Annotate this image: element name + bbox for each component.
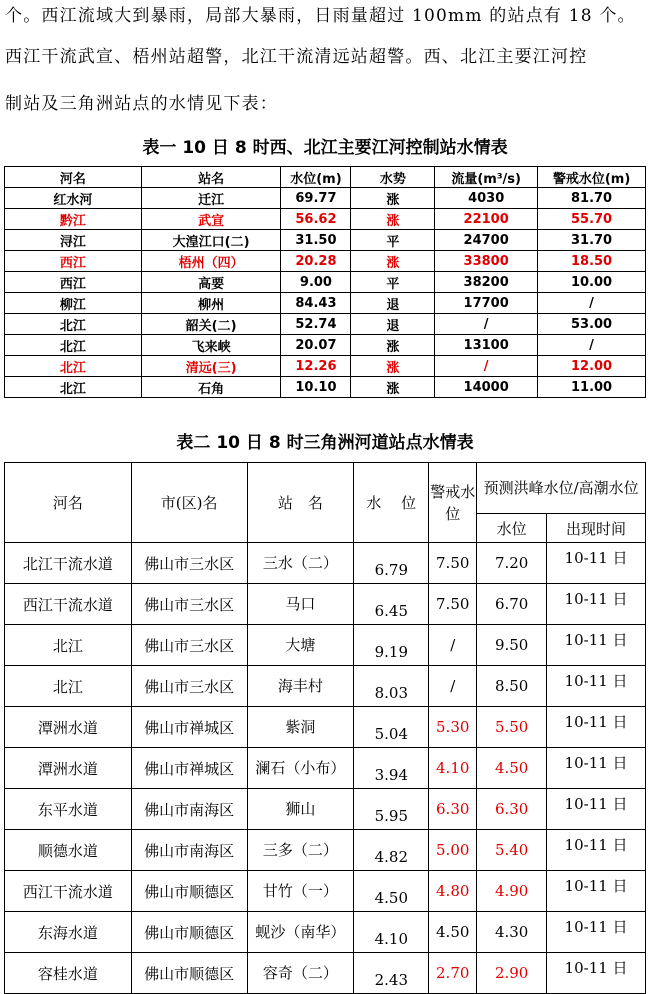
table1-cell-level: 20.28: [281, 251, 351, 272]
table2-row: [5, 543, 646, 584]
table1-header-cell: 河名: [5, 167, 142, 188]
table2-cell-level: 9.19: [354, 625, 429, 666]
table2-cell-warn: /: [429, 625, 477, 666]
table2-cell-river: 北江: [5, 625, 132, 666]
table2-cell-warn: /: [429, 666, 477, 707]
table2-row: [5, 666, 646, 707]
table2-cell-city: 佛山市三水区: [131, 584, 247, 625]
table2-cell-station: 紫洞: [247, 707, 354, 748]
table2-caption: 表二 10 日 8 时三角洲河道站点水情表: [176, 433, 474, 453]
table1-row: [5, 314, 646, 335]
table1-cell-trend: 涨: [351, 251, 435, 272]
table2-header-forecast: 预测洪峰水位/高潮水位: [477, 463, 646, 514]
table2-cell-warn: 5.30: [429, 707, 477, 748]
table1-row: [5, 335, 646, 356]
table2-cell-f-time: 10-11 日: [547, 707, 646, 748]
table1-cell-warn: 53.00: [538, 314, 646, 335]
table2-cell-level: 6.79: [354, 543, 429, 584]
table2-cell-warn: 4.10: [429, 748, 477, 789]
table2-cell-station: 三水（二）: [247, 543, 354, 584]
table1-cell-river: 浔江: [5, 230, 142, 251]
table1-header-cell: 站名: [141, 167, 281, 188]
table2: [4, 462, 646, 994]
table2-row: [5, 584, 646, 625]
table1-cell-river: 北江: [5, 314, 142, 335]
table2-cell-f-time: 10-11 日: [547, 953, 646, 994]
table2-header-warn: 警戒水位: [429, 463, 477, 543]
table1-row: [5, 272, 646, 293]
table1-cell-trend: 涨: [351, 188, 435, 209]
table2-cell-warn: 5.00: [429, 830, 477, 871]
table2-cell-station: 蚬沙（南华）: [247, 912, 354, 953]
table1-cell-trend: 退: [351, 293, 435, 314]
table1-cell-river: 柳江: [5, 293, 142, 314]
table1-cell-warn: /: [538, 335, 646, 356]
table2-cell-f-time: 10-11 日: [547, 666, 646, 707]
table1-cell-trend: 平: [351, 272, 435, 293]
table1-cell-level: 69.77: [281, 188, 351, 209]
table1-header-row: [5, 167, 646, 188]
intro-line-1: 个。西江流域大到暴雨，局部大暴雨，日雨量超过 100mm 的站点有 18 个。: [5, 6, 636, 26]
table2-cell-river: 顺德水道: [5, 830, 132, 871]
table2-cell-f-level: 4.90: [477, 871, 547, 912]
table1-cell-river: 西江: [5, 272, 142, 293]
table2-cell-river: 西江干流水道: [5, 584, 132, 625]
table1-row: [5, 356, 646, 377]
table1-header-cell: 警戒水位(m): [538, 167, 646, 188]
table1-cell-flow: 4030: [435, 188, 538, 209]
table1-header-cell: 水势: [351, 167, 435, 188]
table2-cell-warn: 2.70: [429, 953, 477, 994]
table2-cell-warn: 4.80: [429, 871, 477, 912]
table1: [4, 166, 646, 398]
table2-cell-warn: 4.50: [429, 912, 477, 953]
table1-header-cell: 水位(m): [281, 167, 351, 188]
table2-cell-level: 5.95: [354, 789, 429, 830]
table1-cell-flow: 22100: [435, 209, 538, 230]
table2-cell-river: 东平水道: [5, 789, 132, 830]
table1-cell-trend: 平: [351, 230, 435, 251]
table2-cell-f-level: 5.40: [477, 830, 547, 871]
table1-row: [5, 251, 646, 272]
table1-cell-level: 31.50: [281, 230, 351, 251]
table2-cell-city: 佛山市南海区: [131, 830, 247, 871]
table2-cell-city: 佛山市顺德区: [131, 912, 247, 953]
table1-cell-flow: 17700: [435, 293, 538, 314]
table1-cell-river: 北江: [5, 356, 142, 377]
table2-header-forecast-level: 水位: [477, 514, 547, 543]
table1-cell-station: 清远(三): [141, 356, 281, 377]
table2-cell-station: 大塘: [247, 625, 354, 666]
table2-cell-city: 佛山市南海区: [131, 789, 247, 830]
table1-cell-warn: 18.50: [538, 251, 646, 272]
table2-cell-f-level: 6.30: [477, 789, 547, 830]
table1-cell-level: 10.10: [281, 377, 351, 398]
table1-cell-trend: 涨: [351, 209, 435, 230]
table1-cell-station: 石角: [141, 377, 281, 398]
table1-cell-warn: 12.00: [538, 356, 646, 377]
table1-cell-river: 西江: [5, 251, 142, 272]
table1-cell-flow: /: [435, 314, 538, 335]
intro-line-3: 制站及三角洲站点的水情见下表：: [5, 94, 278, 114]
intro-line-2: 西江干流武宣、梧州站超警，北江干流清远站超警。西、北江主要江河控: [5, 47, 588, 67]
table1-cell-level: 20.07: [281, 335, 351, 356]
table2-row: [5, 953, 646, 994]
table2-cell-station: 三多（二）: [247, 830, 354, 871]
table2-cell-f-level: 6.70: [477, 584, 547, 625]
table2-cell-f-time: 10-11 日: [547, 830, 646, 871]
table2-cell-station: 狮山: [247, 789, 354, 830]
table1-cell-station: 韶关(二): [141, 314, 281, 335]
table2-cell-station: 海丰村: [247, 666, 354, 707]
table2-cell-river: 北江干流水道: [5, 543, 132, 584]
table1-caption: 表一 10 日 8 时西、北江主要江河控制站水情表: [142, 138, 508, 158]
table1-cell-flow: 24700: [435, 230, 538, 251]
table1-cell-level: 12.26: [281, 356, 351, 377]
table2-cell-river: 北江: [5, 666, 132, 707]
table2-cell-f-level: 4.50: [477, 748, 547, 789]
table2-cell-level: 8.03: [354, 666, 429, 707]
table1-cell-warn: 31.70: [538, 230, 646, 251]
table1-row: [5, 293, 646, 314]
table1-cell-river: 北江: [5, 377, 142, 398]
table2-cell-warn: 6.30: [429, 789, 477, 830]
table2-cell-station: 马口: [247, 584, 354, 625]
table1-cell-trend: 涨: [351, 356, 435, 377]
table2-cell-f-time: 10-11 日: [547, 912, 646, 953]
table1-cell-river: 红水河: [5, 188, 142, 209]
table2-row: [5, 789, 646, 830]
table1-cell-level: 9.00: [281, 272, 351, 293]
table2-cell-f-time: 10-11 日: [547, 625, 646, 666]
table1-cell-station: 高要: [141, 272, 281, 293]
table2-cell-river: 潭洲水道: [5, 748, 132, 789]
table1-row: [5, 188, 646, 209]
table2-cell-city: 佛山市三水区: [131, 625, 247, 666]
table1-cell-trend: 涨: [351, 377, 435, 398]
table1-row: [5, 230, 646, 251]
table1-cell-warn: 81.70: [538, 188, 646, 209]
table2-cell-city: 佛山市三水区: [131, 543, 247, 584]
table2-row: [5, 625, 646, 666]
table1-cell-level: 52.74: [281, 314, 351, 335]
table2-cell-level: 4.10: [354, 912, 429, 953]
table2-cell-level: 4.82: [354, 830, 429, 871]
table2-cell-level: 2.43: [354, 953, 429, 994]
table1-cell-flow: /: [435, 356, 538, 377]
table1-cell-flow: 38200: [435, 272, 538, 293]
table2-cell-city: 佛山市禅城区: [131, 748, 247, 789]
table1-row: [5, 377, 646, 398]
table2-row: [5, 912, 646, 953]
table1-header-cell: 流量(m³/s): [435, 167, 538, 188]
table1-cell-station: 梧州（四）: [141, 251, 281, 272]
table2-header-level: 水 位: [354, 463, 429, 543]
table2-cell-f-level: 4.30: [477, 912, 547, 953]
table1-cell-trend: 退: [351, 314, 435, 335]
table2-cell-city: 佛山市禅城区: [131, 707, 247, 748]
table2-cell-f-level: 8.50: [477, 666, 547, 707]
table2-header-forecast-time: 出现时间: [547, 514, 646, 543]
table1-cell-station: 迁江: [141, 188, 281, 209]
table1-cell-level: 56.62: [281, 209, 351, 230]
table2-cell-f-time: 10-11 日: [547, 543, 646, 584]
table1-cell-warn: /: [538, 293, 646, 314]
table2-cell-f-level: 2.90: [477, 953, 547, 994]
table2-cell-river: 西江干流水道: [5, 871, 132, 912]
table1-cell-warn: 11.00: [538, 377, 646, 398]
table1-cell-level: 84.43: [281, 293, 351, 314]
table1-cell-trend: 涨: [351, 335, 435, 356]
table2-row: [5, 871, 646, 912]
table2-cell-station: 甘竹（一）: [247, 871, 354, 912]
table1-cell-warn: 55.70: [538, 209, 646, 230]
table2-cell-station: 澜石（小布）: [247, 748, 354, 789]
table1-cell-river: 北江: [5, 335, 142, 356]
table2-cell-f-time: 10-11 日: [547, 584, 646, 625]
table1-cell-flow: 14000: [435, 377, 538, 398]
table1-cell-flow: 13100: [435, 335, 538, 356]
table2-cell-river: 东海水道: [5, 912, 132, 953]
table2-cell-f-time: 10-11 日: [547, 871, 646, 912]
table2-cell-station: 容奇（二）: [247, 953, 354, 994]
table1-cell-warn: 10.00: [538, 272, 646, 293]
table2-header-station: 站 名: [247, 463, 354, 543]
table2-cell-city: 佛山市三水区: [131, 666, 247, 707]
table2-header-city: 市(区)名: [131, 463, 247, 543]
table2-cell-river: 潭洲水道: [5, 707, 132, 748]
table2-cell-f-level: 5.50: [477, 707, 547, 748]
table2-cell-level: 6.45: [354, 584, 429, 625]
table2-row: [5, 830, 646, 871]
table1-row: [5, 209, 646, 230]
table1-cell-station: 柳州: [141, 293, 281, 314]
table1-cell-river: 黔江: [5, 209, 142, 230]
table2-cell-f-level: 9.50: [477, 625, 547, 666]
table2-cell-warn: 7.50: [429, 584, 477, 625]
table2-row: [5, 707, 646, 748]
table2-cell-f-level: 7.20: [477, 543, 547, 584]
table2-cell-level: 4.50: [354, 871, 429, 912]
table1-cell-flow: 33800: [435, 251, 538, 272]
table2-cell-river: 容桂水道: [5, 953, 132, 994]
table2-cell-city: 佛山市顺德区: [131, 871, 247, 912]
table1-cell-station: 飞来峡: [141, 335, 281, 356]
table1-cell-station: 武宣: [141, 209, 281, 230]
table2-cell-f-time: 10-11 日: [547, 789, 646, 830]
table2-cell-city: 佛山市顺德区: [131, 953, 247, 994]
table2-header-river: 河名: [5, 463, 132, 543]
table2-cell-f-time: 10-11 日: [547, 748, 646, 789]
table1-cell-station: 大湟江口(二): [141, 230, 281, 251]
table2-cell-level: 5.04: [354, 707, 429, 748]
table2-row: [5, 748, 646, 789]
table2-cell-level: 3.94: [354, 748, 429, 789]
table2-cell-warn: 7.50: [429, 543, 477, 584]
